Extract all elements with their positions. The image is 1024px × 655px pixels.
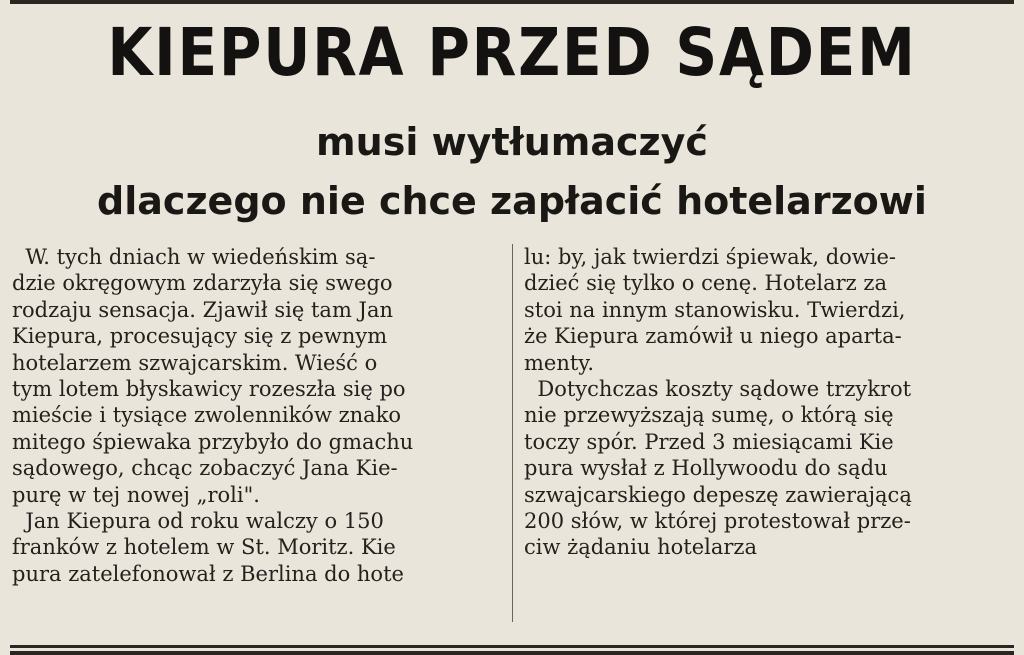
text-line: mieście i tysiące zwolenników znako	[12, 403, 402, 428]
subheadline-2: dlaczego nie chce zapłacić hotelarzowi	[97, 179, 927, 223]
text-line: pura zatelefonował z Berlina do hote	[12, 561, 404, 586]
subheadline-1: musi wytłumaczyć	[316, 120, 708, 164]
text-line: ciw żądaniu hotelarza	[524, 535, 758, 560]
column-divider	[512, 244, 513, 622]
text-line: że Kiepura zamówił u niego aparta-	[524, 324, 902, 349]
top-rule	[10, 0, 1014, 4]
text-line: lu: by, jak twierdzi śpiewak, dowie-	[524, 245, 897, 269]
bottom-rule-thick	[10, 651, 1014, 655]
text-line: Dotychczas koszty sądowe trzykrot	[524, 377, 912, 402]
text-line: tym lotem błyskawicy rozeszła się po	[12, 377, 406, 402]
text-line: dzieć się tylko o cenę. Hotelarz za	[524, 271, 887, 296]
text-line: hotelarzem szwajcarskim. Wieść o	[12, 350, 378, 375]
text-line: Kiepura, procesujący się z pewnym	[12, 324, 388, 349]
bottom-rule	[10, 645, 1014, 648]
text-line: nie przewyższają sumę, o którą się	[524, 403, 894, 428]
text-line: menty.	[524, 350, 595, 375]
right-column	[524, 244, 1006, 561]
text-line: stoi na innym stanowisku. Twierdzi,	[524, 297, 906, 322]
text-line: mitego śpiewaka przybyło do gmachu	[12, 429, 414, 454]
text-line: W. tych dniach w wiedeńskim są-	[12, 245, 376, 269]
text-line: purę w tej nowej „roli".	[12, 482, 260, 507]
text-line: rodzaju sensacja. Zjawił się tam Jan	[12, 297, 393, 322]
text-line: szwajcarskiego depeszę zawierającą	[524, 482, 912, 507]
text-line: pura wysłał z Hollywoodu do sądu	[524, 456, 888, 481]
headline: KIEPURA PRZED SĄDEM	[107, 14, 917, 91]
text-line: dzie okręgowym zdarzyła się swego	[12, 271, 393, 296]
left-column	[12, 244, 502, 587]
text-line: franków z hotelem w St. Moritz. Kie	[12, 535, 396, 560]
text-line: Jan Kiepura od roku walczy o 150	[12, 509, 384, 534]
text-line: toczy spór. Przed 3 miesiącami Kie	[524, 429, 894, 454]
text-line: sądowego, chcąc zobaczyć Jana Kie-	[12, 456, 398, 481]
text-line: 200 słów, w której protestował prze-	[524, 509, 911, 534]
